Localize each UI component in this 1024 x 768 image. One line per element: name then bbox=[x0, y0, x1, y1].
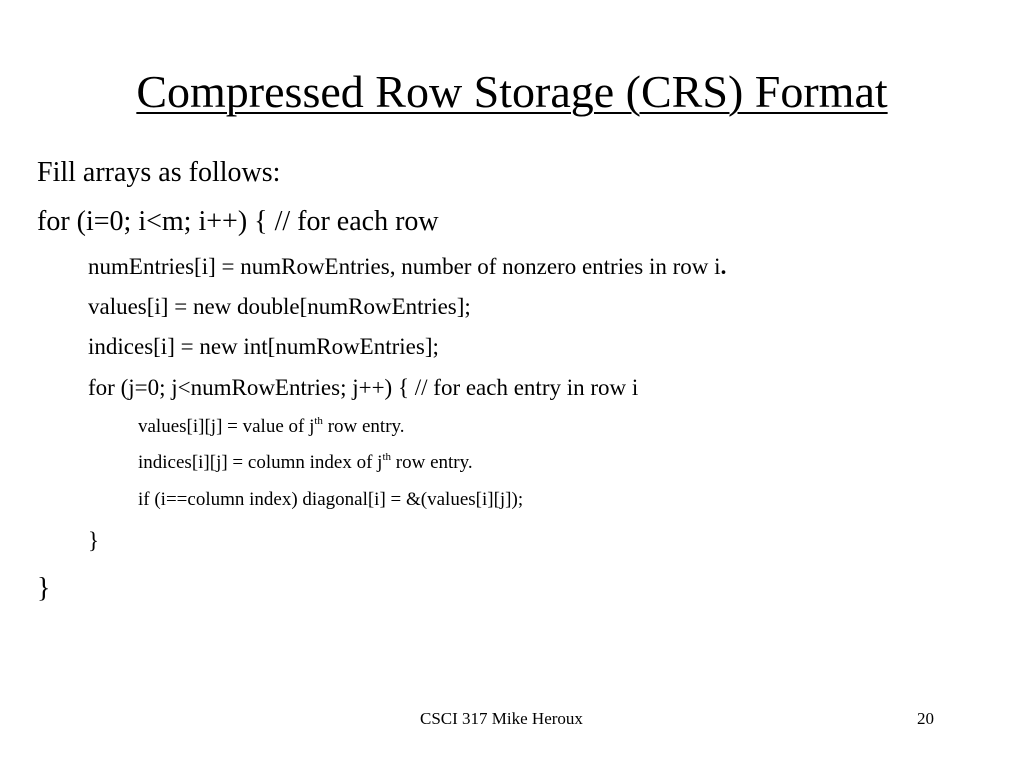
indices-assign-superscript: th bbox=[382, 451, 392, 463]
footer-page-number: 20 bbox=[917, 709, 934, 728]
num-entries-text: numEntries[i] = numRowEntries, number of nonzero entries in row i bbox=[88, 254, 721, 279]
outer-for-line: for (i=0; i<m; i++) { // for each row bbox=[37, 206, 439, 237]
indices-assign-suffix: row entry. bbox=[391, 452, 473, 473]
values-assign-suffix: row entry. bbox=[322, 416, 405, 437]
indices-assign-text: indices[i][j] = column index of j bbox=[138, 452, 383, 473]
num-entries-period: . bbox=[720, 254, 727, 279]
values-assign-line bbox=[138, 415, 405, 439]
slide-title bbox=[0, 62, 1024, 122]
diagonal-line: if (i==column index) diagonal[i] = &(values[i][j]); bbox=[138, 489, 524, 510]
outer-close-brace: } bbox=[37, 573, 51, 604]
values-alloc-line: values[i] = new double[numRowEntries]; bbox=[88, 294, 471, 319]
values-assign-text: values[i][j] = value of j bbox=[138, 416, 315, 437]
num-entries-line bbox=[88, 253, 726, 281]
inner-close-brace: } bbox=[88, 528, 100, 553]
intro-line: Fill arrays as follows: bbox=[37, 157, 281, 188]
inner-for-line: for (j=0; j<numRowEntries; j++) { // for each entry in row i bbox=[88, 375, 639, 400]
indices-assign-line bbox=[138, 451, 473, 475]
values-assign-superscript: th bbox=[314, 415, 323, 427]
indices-alloc-line: indices[i] = new int[numRowEntries]; bbox=[88, 334, 439, 359]
slide-title-text: Compressed Row Storage (CRS) Format bbox=[136, 66, 888, 117]
footer-course-author: CSCI 317 Mike Heroux bbox=[420, 709, 583, 728]
